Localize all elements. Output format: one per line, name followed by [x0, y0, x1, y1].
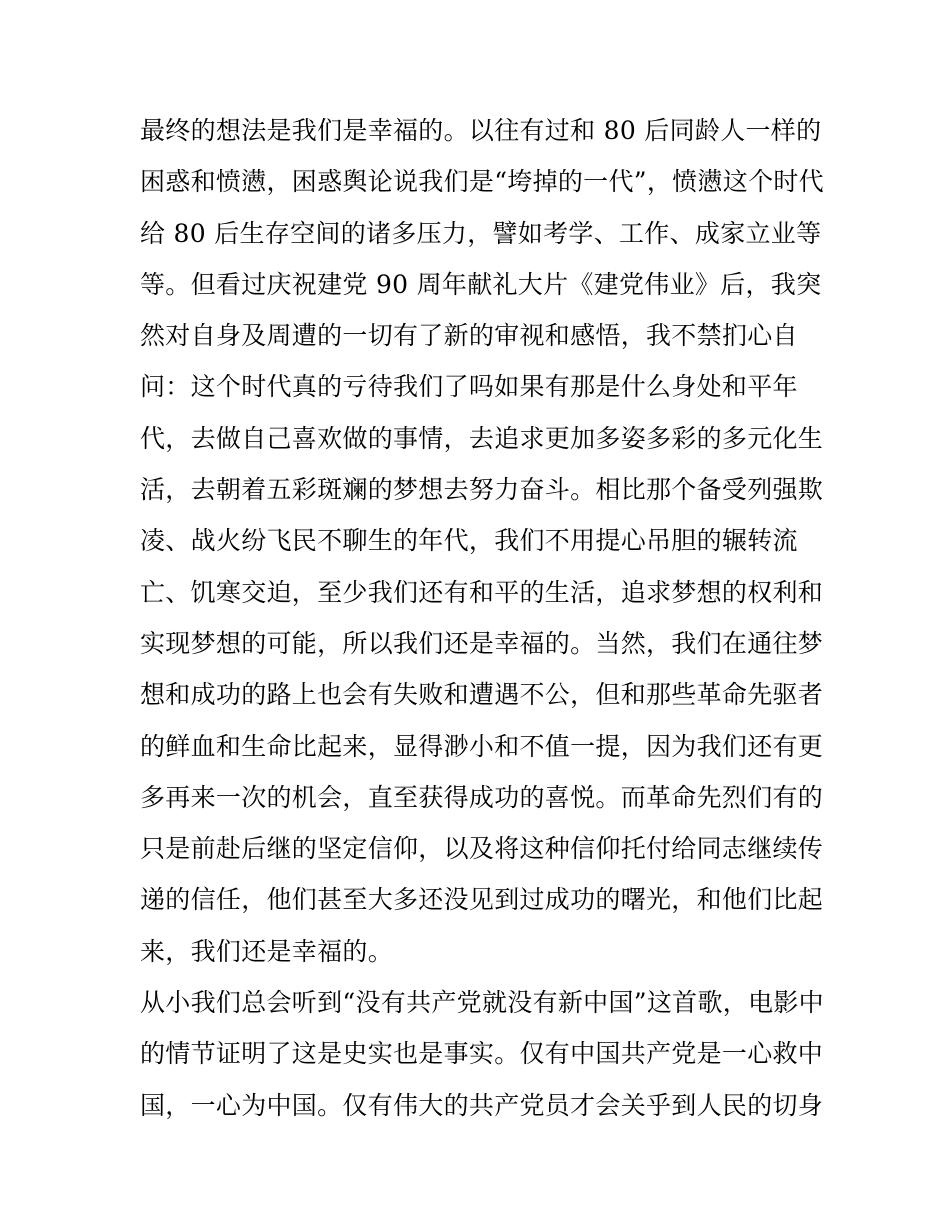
text-line-9: 凌、战火纷飞民不聊生的年代，我们不用提心吊胆的辗转流: [140, 526, 798, 556]
text-line-2: 困惑和愤懑，困惑舆论说我们是“垮掉的一代”，愤懑这个时代: [140, 167, 824, 197]
text-line-5: 然对自身及周遭的一切有了新的审视和感悟，我不禁扪心自: [140, 321, 798, 351]
text-line-1: 最终的想法是我们是幸福的。以往有过和 80 后同龄人一样的: [140, 116, 822, 145]
text-line-17: 来，我们还是幸福的。: [140, 936, 394, 966]
body-text: [140, 105, 824, 1131]
text-line-16: 递的信任，他们甚至大多还没见到过成功的曙光，和他们比起: [140, 885, 824, 915]
text-line-7: 代，去做自己喜欢做的事情，去追求更加多姿多彩的多元化生: [140, 423, 824, 453]
text-line-3: 给 80 后生存空间的诸多压力，譬如考学、工作、成家立业等: [140, 218, 822, 248]
text-line-18: 从小我们总会听到“没有共产党就没有新中国”这首歌，电影中: [140, 988, 824, 1018]
text-line-12: 想和成功的路上也会有失败和遭遇不公，但和那些革命先驱者: [140, 680, 824, 710]
text-line-6: 问：这个时代真的亏待我们了吗如果有那是什么身处和平年: [140, 372, 798, 402]
text-line-10: 亡、饥寒交迫，至少我们还有和平的生活，追求梦想的权利和: [140, 577, 824, 607]
text-line-20: 国，一心为中国。仅有伟大的共产党员才会关乎到人民的切身: [140, 1090, 824, 1120]
text-line-19: 的情节证明了这是史实也是事实。仅有中国共产党是一心救中: [140, 1039, 824, 1069]
text-line-4: 等。但看过庆祝建党 90 周年献礼大片《建党伟业》后，我突: [140, 269, 822, 299]
text-line-11: 实现梦想的可能，所以我们还是幸福的。当然，我们在通往梦: [140, 628, 824, 658]
text-line-13: 的鲜血和生命比起来，显得渺小和不值一提，因为我们还有更: [140, 731, 824, 761]
text-line-8: 活，去朝着五彩斑斓的梦想去努力奋斗。相比那个备受列强欺: [140, 475, 824, 505]
text-line-15: 只是前赴后继的坚定信仰，以及将这种信仰托付给同志继续传: [140, 834, 824, 864]
text-line-14: 多再来一次的机会，直至获得成功的喜悦。而革命先烈们有的: [140, 782, 824, 812]
